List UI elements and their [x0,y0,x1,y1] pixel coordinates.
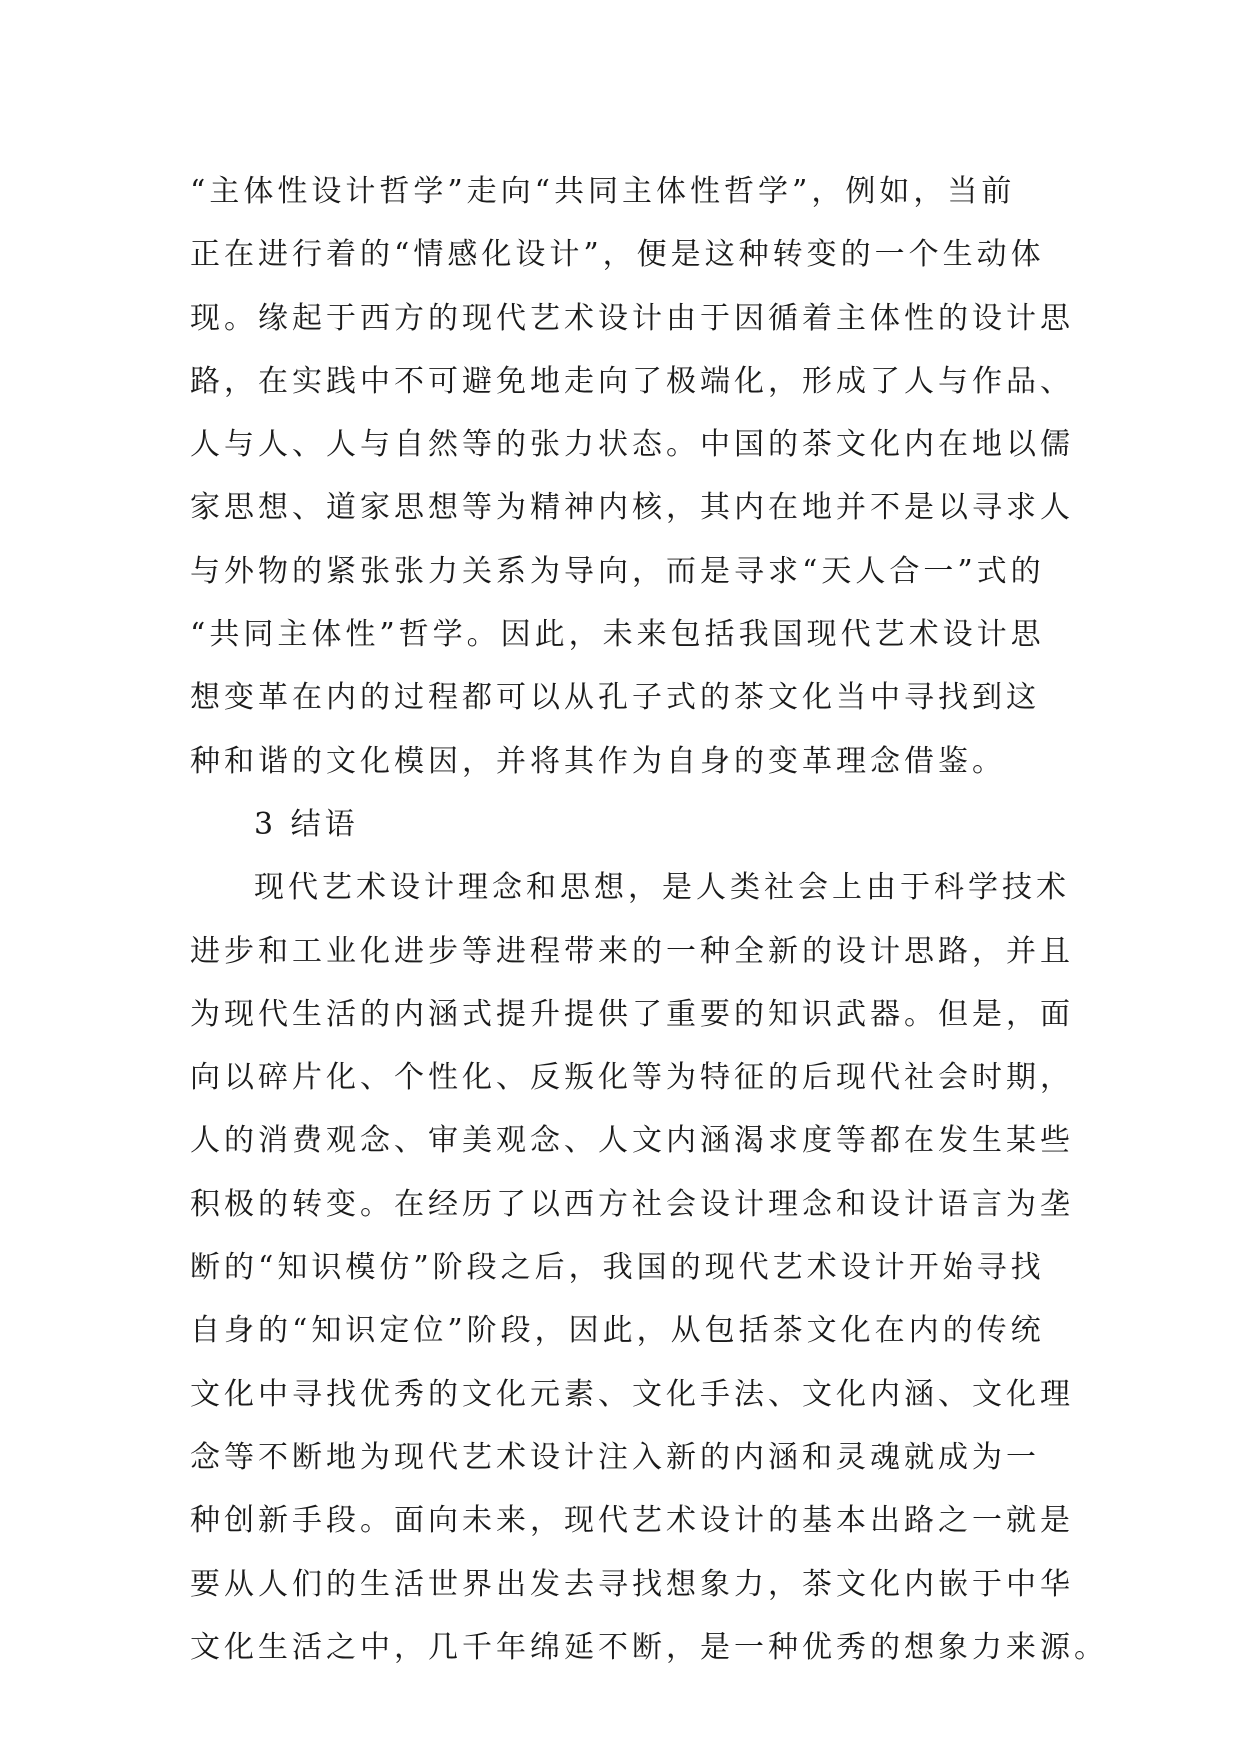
paragraph-1-line: 家思想、道家思想等为精神内核，其内在地并不是以寻求人 [190,490,1074,526]
paragraph-1-line: 种和谐的文化模因，并将其作为自身的变革理念借鉴。 [190,743,1006,779]
paragraph-2-line: 为现代生活的内涵式提升提供了重要的知识武器。但是，面 [190,996,1074,1032]
paragraph-1-line: 人与人、人与自然等的张力状态。中国的茶文化内在地以儒 [190,427,1074,463]
paragraph-2-line: 种创新手段。面向未来，现代艺术设计的基本出路之一就是 [190,1503,1074,1539]
paragraph-2-line: 文化生活之中，几千年绵延不断，是一种优秀的想象力来源。 [190,1629,1108,1665]
paragraph-1-line: 路，在实践中不可避免地走向了极端化，形成了人与作品、 [190,363,1074,399]
paragraph-2-line: 积极的转变。在经历了以西方社会设计理念和设计语言为垄 [190,1186,1074,1222]
paragraph-1-line: “主体性设计哲学”走向“共同主体性哲学”，例如，当前 [190,174,1016,209]
paragraph-1-line: “共同主体性”哲学。因此，未来包括我国现代艺术设计思 [190,617,1045,653]
paragraph-2-line: 进步和工业化进步等进程带来的一种全新的设计思路，并且 [190,933,1074,969]
paragraph-2-line: 念等不断地为现代艺术设计注入新的内涵和灵魂就成为一 [190,1439,1040,1475]
paragraph-1-line: 想变革在内的过程都可以从孔子式的茶文化当中寻找到这 [190,680,1040,716]
paragraph-2-line: 自身的“知识定位”阶段，因此，从包括茶文化在内的传统 [190,1313,1045,1349]
section-heading: 3 结语 [254,806,359,842]
paragraph-2-line: 现代艺术设计理念和思想，是人类社会上由于科学技术 [254,870,1070,906]
paragraph-2-line: 人的消费观念、审美观念、人文内涵渴求度等都在发生某些 [190,1123,1074,1159]
paragraph-2-line: 文化中寻找优秀的文化元素、文化手法、文化内涵、文化理 [190,1376,1074,1412]
paragraph-2-line: 向以碎片化、个性化、反叛化等为特征的后现代社会时期， [190,1060,1074,1096]
paragraph-1-line: 正在进行着的“情感化设计”，便是这种转变的一个生动体 [190,237,1045,273]
paragraph-1-line: 与外物的紧张张力关系为导向，而是寻求“天人合一”式的 [190,553,1045,589]
body-text [190,160,1108,1679]
paragraph-1-line: 现。缘起于西方的现代艺术设计由于因循着主体性的设计思 [190,300,1074,336]
paragraph-2-line: 断的“知识模仿”阶段之后，我国的现代艺术设计开始寻找 [190,1250,1045,1286]
paragraph-2-line: 要从人们的生活世界出发去寻找想象力，茶文化内嵌于中华 [190,1566,1074,1602]
